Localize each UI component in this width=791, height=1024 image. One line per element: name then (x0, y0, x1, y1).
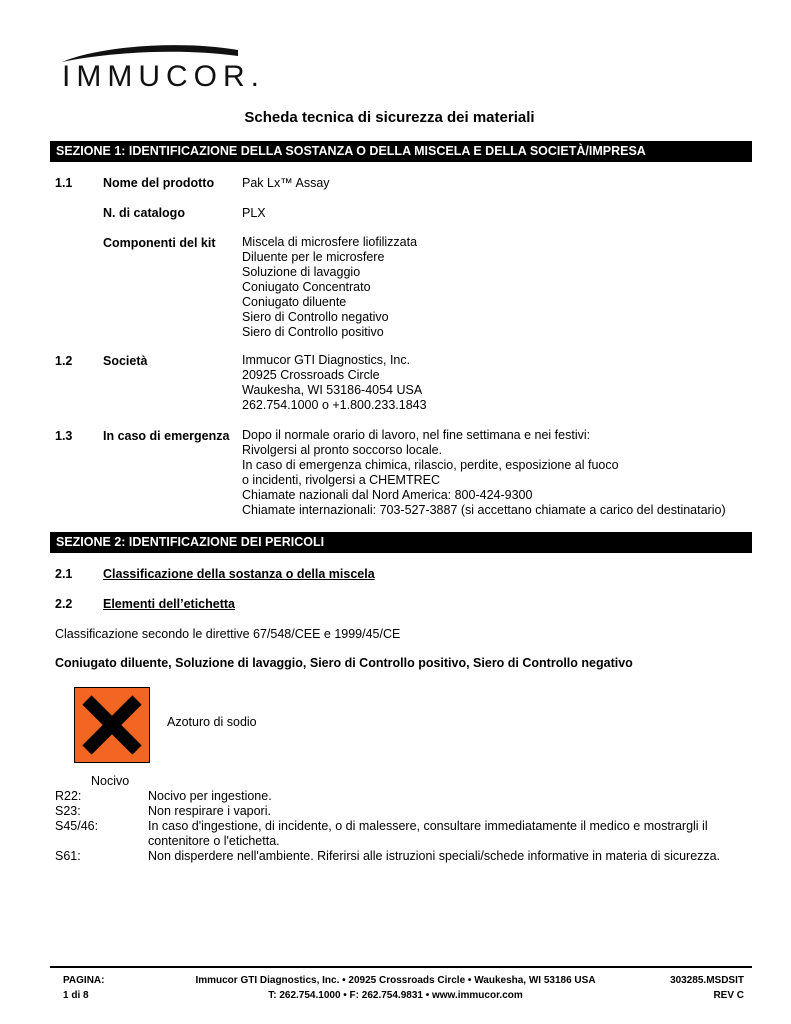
immucor-logo: IMMUCOR. (62, 60, 265, 93)
section-2-heading: SEZIONE 2: IDENTIFICAZIONE DEI PERICOLI (50, 532, 752, 553)
page-number: 1 di 8 (63, 990, 89, 1001)
phrase-row: S23: Non respirare i vapori. (55, 804, 271, 818)
revision: REV C (713, 990, 744, 1001)
product-name-label: Nome del prodotto (103, 176, 215, 190)
company-address (242, 353, 427, 413)
address-line: Immucor GTI Diagnostics, Inc. (242, 353, 411, 367)
harmful-x-icon (74, 687, 150, 763)
section-1-heading: SEZIONE 1: IDENTIFICAZIONE DELLA SOSTANZA O DELLA MISCELA E DELLA SOCIETÀ/IMPRESA (50, 141, 752, 162)
emergency-line: Dopo il normale orario di lavoro, nel fine settimana e nei festivi: (242, 428, 591, 442)
catalog-label: N. di catalogo (103, 206, 185, 220)
page-label: PAGINA: (63, 975, 105, 986)
footer-phone-web: T: 262.754.1000 • F: 262.754.9831 • www.immucor.com (268, 990, 523, 1001)
address-line: 20925 Crossroads Circle (242, 368, 380, 382)
catalog-value: PLX (242, 206, 266, 220)
risk-safety-phrases (55, 789, 755, 864)
affected-products: Coniugato diluente, Soluzione di lavaggio, Siero di Controllo positivo, Siero di Controllo negativo (55, 656, 633, 670)
footer-address: Immucor GTI Diagnostics, Inc. • 20925 Crossroads Circle • Waukesha, WI 53186 USA (195, 975, 596, 986)
list-item: Siero di Controllo positivo (242, 325, 384, 339)
hazard-substance: Azoturo di sodio (167, 715, 257, 729)
emergency-line: o incidenti, rivolgersi a CHEMTREC (242, 473, 440, 487)
list-item: Soluzione di lavaggio (242, 265, 361, 279)
emergency-line: In caso di emergenza chimica, rilascio, perdite, esposizione al fuoco (242, 458, 619, 472)
footer-divider (50, 966, 752, 968)
hazard-name: Nocivo (91, 774, 130, 788)
address-line: Waukesha, WI 53186-4054 USA (242, 383, 423, 397)
emergency-label: In caso di emergenza (103, 429, 230, 443)
emergency-info (242, 428, 726, 518)
emergency-line: Chiamate internazionali: 703-527-3887 (si accettano chiamate a carico del destinatario) (242, 503, 726, 517)
emergency-line: Rivolgersi al pronto soccorso locale. (242, 443, 443, 457)
subsection-2-2: 2.2 Elementi dell’etichetta (55, 597, 235, 611)
doc-code: 303285.MSDSIT (670, 975, 744, 986)
address-line: 262.754.1000 o +1.800.233.1843 (242, 398, 427, 412)
list-item: Coniugato diluente (242, 295, 347, 309)
kit-components-label: Componenti del kit (103, 236, 216, 250)
item-number: 1.3 (55, 429, 73, 443)
list-item: Diluente per le microsfere (242, 250, 385, 264)
phrase-row: S45/46: In caso d'ingestione, di incidente, o di malessere, consultare immediatamente il medico e mostrargli il contenitore o l'etichetta. (55, 819, 708, 848)
subsection-2-1: 2.1 Classificazione della sostanza o della miscela (55, 567, 375, 581)
classification-text: Classificazione secondo le direttive 67/548/CEE e 1999/45/CE (55, 627, 401, 641)
footer-doc-info (670, 973, 744, 1003)
list-item: Coniugato Concentrato (242, 280, 371, 294)
list-item: Siero di Controllo negativo (242, 310, 389, 324)
phrase-row: R22: Nocivo per ingestione. (55, 789, 272, 803)
item-number: 1.1 (55, 176, 73, 190)
item-number: 1.2 (55, 354, 73, 368)
phrase-row: S61: Non disperdere nell'ambiente. Riferirsi alle istruzioni speciali/schede informative in materia di sicurezza. (55, 849, 721, 863)
company-label: Società (103, 354, 148, 368)
list-item: Miscela di microsfere liofilizzata (242, 235, 418, 249)
product-name-value: Pak Lx™ Assay (242, 176, 330, 190)
emergency-line: Chiamate nazionali dal Nord America: 800-424-9300 (242, 488, 533, 502)
kit-components-list (242, 235, 417, 340)
document-title: Scheda tecnica di sicurezza dei materiali (244, 109, 535, 126)
